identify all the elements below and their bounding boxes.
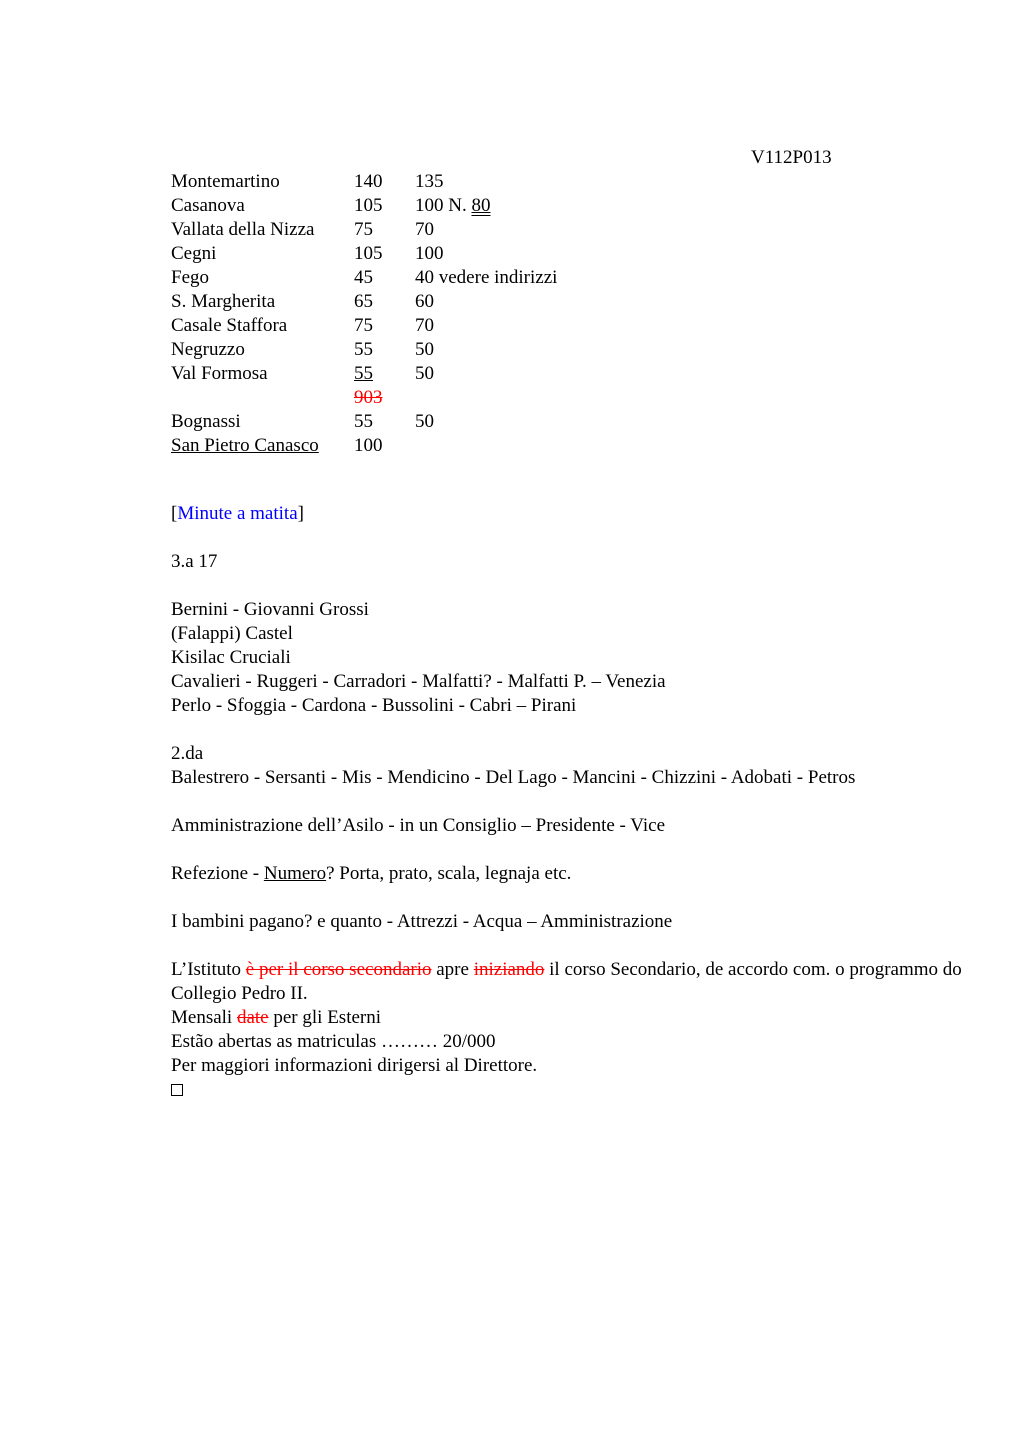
bracket-open: [ <box>171 503 178 524</box>
spacer <box>171 886 991 910</box>
deleted-text: iniziando <box>473 959 545 980</box>
refezione-pre: Refezione - <box>171 863 264 884</box>
value-a-deleted: 903 <box>354 387 383 408</box>
pencil-note-label: Minute a matita <box>177 503 298 524</box>
place-name: Negruzzo <box>171 339 245 360</box>
value-b: 50 <box>415 339 434 360</box>
deleted-text: date <box>236 1007 269 1028</box>
value-b: 50 <box>415 363 434 384</box>
value-a: 105 <box>354 195 383 216</box>
value-b: 60 <box>415 291 434 312</box>
place-name: Val Formosa <box>171 363 268 384</box>
info-line: Per maggiori informazioni dirigersi al Direttore. <box>171 1055 538 1076</box>
value-b: 40 vedere indirizzi <box>415 267 558 288</box>
section1-line: Cavalieri - Ruggeri - Carradori - Malfatti? - Malfatti P. – Venezia <box>171 671 666 692</box>
value-a: 105 <box>354 243 383 264</box>
value-b-group <box>415 194 490 218</box>
section1-line: Kisilac Cruciali <box>171 647 291 668</box>
value-a: 75 <box>354 315 373 336</box>
place-name: S. Margherita <box>171 291 276 312</box>
place-name: Casanova <box>171 195 245 216</box>
value-b: 100 N. <box>415 195 472 216</box>
refezione-underlined: Numero <box>263 863 327 884</box>
istituto-text: il corso Secondario, de accordo com. o programmo do Collegio Pedro II. <box>171 959 962 1004</box>
spacer <box>171 934 991 958</box>
bambini-line: I bambini pagano? e quanto - Attrezzi - Acqua – Amministrazione <box>171 911 673 932</box>
place-name: Montemartino <box>171 171 280 192</box>
value-a: 55 <box>354 411 373 432</box>
value-a: 55 <box>354 339 373 360</box>
pencil-note <box>171 502 991 526</box>
value-a-subtotal: 55 <box>354 363 373 384</box>
section1-line: Bernini - Giovanni Grossi <box>171 599 369 620</box>
refezione-line <box>171 862 991 886</box>
section1-line: (Falappi) Castel <box>171 623 293 644</box>
mensali-text: per gli Esterni <box>268 1007 382 1028</box>
value-a: 100 <box>354 435 383 456</box>
spacer <box>171 718 991 742</box>
value-b: 135 <box>415 171 444 192</box>
admin-line: Amministrazione dell’Asilo - in un Consiglio – Presidente - Vice <box>171 815 666 836</box>
section2-line: Balestrero - Sersanti - Mis - Mendicino - Del Lago - Mancini - Chizzini - Adobati - Petros <box>171 767 856 788</box>
mensali-line <box>171 1006 991 1030</box>
istituto-paragraph <box>171 958 991 1006</box>
value-b-extra: 80 <box>471 195 491 216</box>
document-body <box>171 502 991 1102</box>
place-name: Casale Staffora <box>171 315 288 336</box>
section1-line: Perlo - Sfoggia - Cardona - Bussolini - Cabri – Pirani <box>171 695 577 716</box>
place-name: Bognassi <box>171 411 241 432</box>
value-a: 140 <box>354 171 383 192</box>
checkbox-row <box>171 1078 991 1102</box>
value-b: 100 <box>415 243 444 264</box>
value-b: 70 <box>415 315 434 336</box>
section1-heading: 3.a 17 <box>171 551 218 572</box>
bracket-close: ] <box>297 503 304 524</box>
checkbox-icon <box>171 1084 183 1096</box>
spacer <box>171 790 991 814</box>
section2-heading: 2.da <box>171 743 204 764</box>
spacer <box>171 574 991 598</box>
place-name: Vallata della Nizza <box>171 219 315 240</box>
value-b: 50 <box>415 411 434 432</box>
place-name: Cegni <box>171 243 217 264</box>
value-a: 45 <box>354 267 373 288</box>
istituto-text: apre <box>431 959 474 980</box>
mensali-text: Mensali <box>171 1007 237 1028</box>
refezione-post: ? Porta, prato, scala, legnaja etc. <box>326 863 572 884</box>
value-b: 70 <box>415 219 434 240</box>
deleted-text: è per il corso secondario <box>245 959 432 980</box>
document-code: V112P013 <box>751 147 832 168</box>
spacer <box>171 838 991 862</box>
place-name: San Pietro Canasco <box>171 435 319 456</box>
istituto-text: L’Istituto <box>171 959 246 980</box>
matriculas-line: Estão abertas as matriculas ……… 20/000 <box>171 1031 496 1052</box>
place-name: Fego <box>171 267 209 288</box>
value-a: 65 <box>354 291 373 312</box>
value-a: 75 <box>354 219 373 240</box>
spacer <box>171 526 991 550</box>
